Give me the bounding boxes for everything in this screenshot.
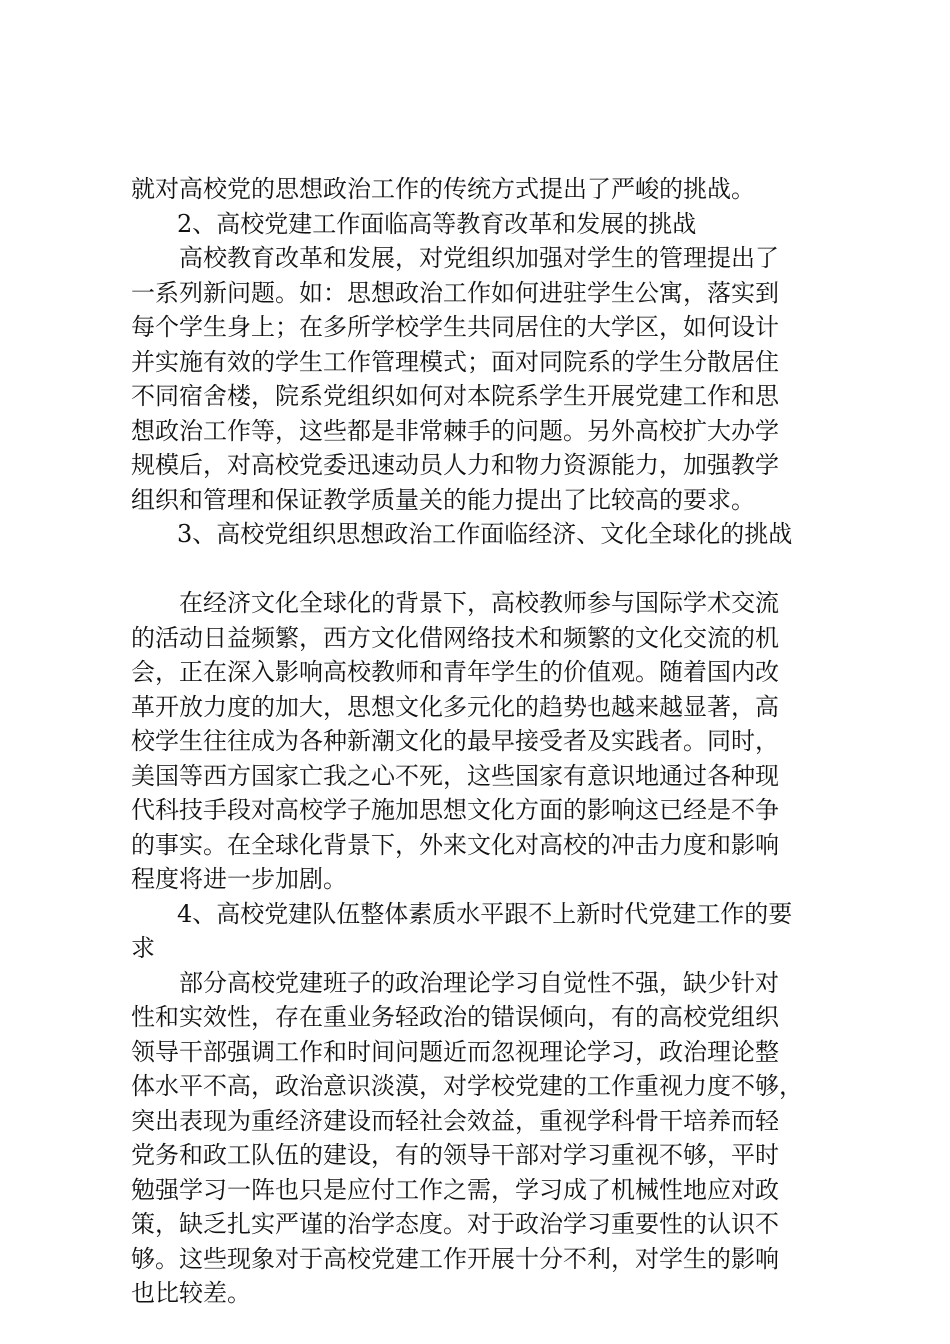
paragraph-line: 校学生往往成为各种新潮文化的最早接受者及实践者。同时， — [131, 727, 779, 755]
paragraph-line: 会，正在深入影响高校教师和青年学生的价值观。随着国内改 — [131, 658, 779, 686]
section-heading-3: 3、高校党组织思想政治工作面临经济、文化全球化的挑战 — [177, 520, 793, 548]
paragraph-line: 在经济文化全球化的背景下，高校教师参与国际学术交流 — [179, 589, 779, 617]
paragraph-line: 程度将进一步加剧。 — [131, 865, 347, 893]
paragraph-line: 不同宿舍楼，院系党组织如何对本院系学生开展党建工作和思 — [131, 382, 779, 410]
paragraph-line: 性和实效性，存在重业务轻政治的错误倾向，有的高校党组织 — [131, 1003, 779, 1031]
paragraph-line: 的事实。在全球化背景下，外来文化对高校的冲击力度和影响 — [131, 830, 779, 859]
paragraph-line: 够。这些现象对于高校党建工作开展十分不利，对学生的影响 — [131, 1244, 779, 1273]
document-page — [131, 172, 831, 1311]
section-heading-4: 4、高校党建队伍整体素质水平跟不上新时代党建工作的要 — [177, 899, 793, 928]
paragraph-continuation-line: 就对高校党的思想政治工作的传统方式提出了严峻的挑战。 — [131, 175, 755, 203]
paragraph-line: 高校教育改革和发展，对党组织加强对学生的管理提出了 — [179, 244, 779, 272]
paragraph-line: 策，缺乏扎实严谨的治学态度。对于政治学习重要性的认识不 — [131, 1210, 779, 1238]
section-heading-2: 2、高校党建工作面临高等教育改革和发展的挑战 — [177, 209, 697, 238]
paragraph-line: 的活动日益频繁，西方文化借网络技术和频繁的文化交流的机 — [131, 623, 779, 652]
paragraph-line: 并实施有效的学生工作管理模式；面对同院系的学生分散居住 — [131, 347, 779, 376]
paragraph-line: 代科技手段对高校学子施加思想文化方面的影响这已经是不争 — [131, 796, 779, 824]
paragraph-line: 一系列新问题。如：思想政治工作如何进驻学生公寓，落实到 — [131, 278, 779, 307]
paragraph-line: 部分高校党建班子的政治理论学习自觉性不强，缺少针对 — [179, 968, 779, 997]
blank-line — [131, 552, 831, 587]
paragraph-line: 也比较差。 — [131, 1279, 251, 1307]
paragraph-line: 组织和管理和保证教学质量关的能力提出了比较高的要求。 — [131, 485, 755, 514]
section-heading-4-continuation: 求 — [131, 934, 155, 962]
paragraph-line: 想政治工作等，这些都是非常棘手的问题。另外高校扩大办学 — [131, 416, 779, 445]
paragraph-line: 每个学生身上；在多所学校学生共同居住的大学区，如何设计 — [131, 313, 779, 341]
paragraph-line: 规模后，对高校党委迅速动员人力和物力资源能力，加强教学 — [131, 451, 779, 479]
paragraph-line: 党务和政工队伍的建设，有的领导干部对学习重视不够，平时 — [131, 1141, 779, 1169]
paragraph-line: 突出表现为重经济建设而轻社会效益，重视学科骨干培养而轻 — [131, 1106, 779, 1135]
paragraph-line: 领导干部强调工作和时间问题近而忽视理论学习，政治理论整 — [131, 1037, 779, 1066]
paragraph-line: 勉强学习一阵也只是应付工作之需，学习成了机械性地应对政 — [131, 1175, 779, 1204]
paragraph-line: 革开放力度的加大，思想文化多元化的趋势也越来越显著，高 — [131, 692, 779, 721]
paragraph-line: 体水平不高，政治意识淡漠，对学校党建的工作重视力度不够， — [131, 1072, 803, 1100]
paragraph-line: 美国等西方国家亡我之心不死，这些国家有意识地通过各种现 — [131, 761, 779, 790]
